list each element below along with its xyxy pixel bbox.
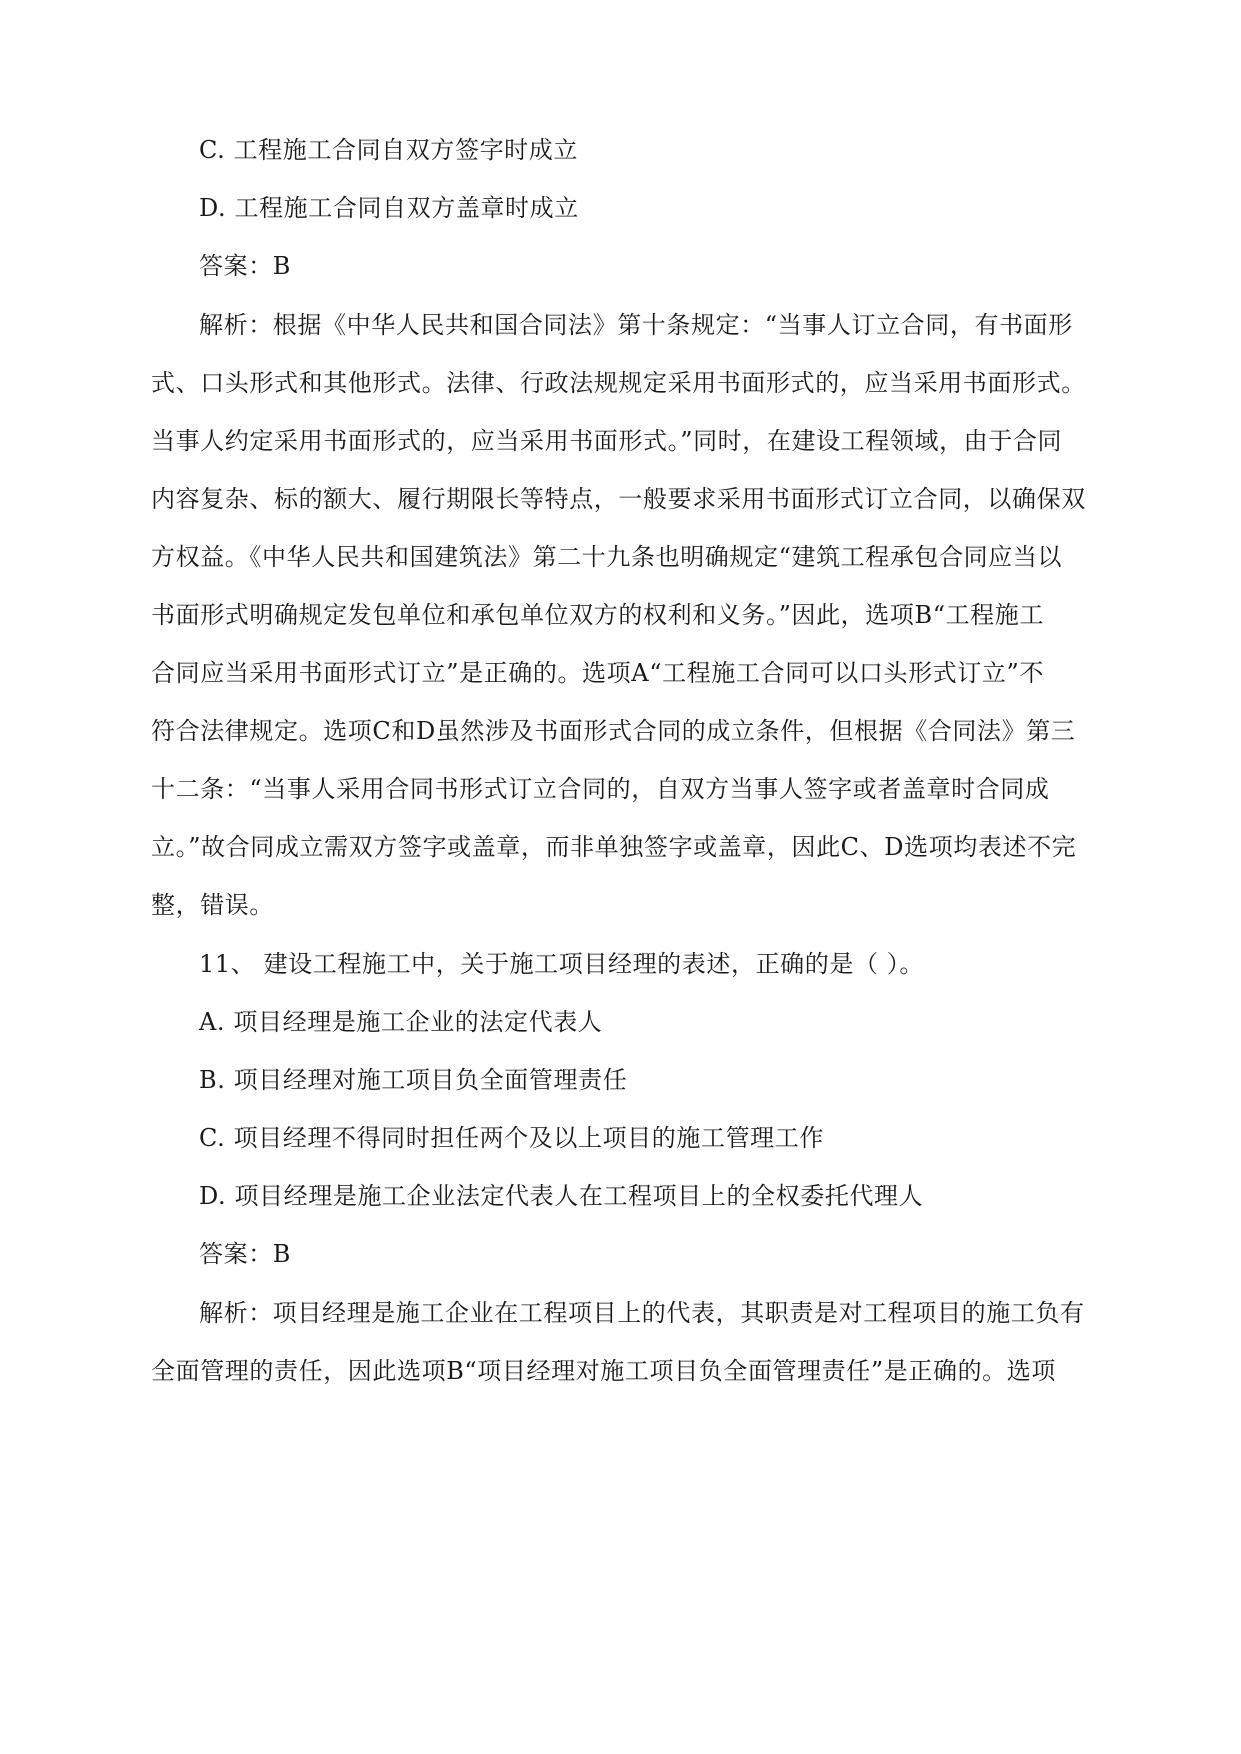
q10-analysis-line: 合同应当采用书面形式订立”是正确的。选项A“工程施工合同可以口头形式订立”不	[151, 659, 1044, 687]
q10-analysis-line: 整，错误。	[151, 891, 274, 919]
q10-analysis-line: 内容复杂、标的额大、履行期限长等特点，一般要求采用书面形式订立合同，以确保双	[151, 485, 1086, 513]
q10-analysis-line: 符合法律规定。选项C和D虽然涉及书面形式合同的成立条件，但根据《合同法》第三	[151, 717, 1076, 745]
q10-analysis-line: 当事人约定采用书面形式的，应当采用书面形式。”同时，在建设工程领域，由于合同	[151, 427, 1063, 455]
q10-answer: 答案：B	[199, 252, 292, 280]
q10-analysis-line: 十二条：“当事人采用合同书形式订立合同的，自双方当事人签字或者盖章时合同成	[151, 775, 1050, 803]
q11-option-c: C. 项目经理不得同时担任两个及以上项目的施工管理工作	[199, 1124, 824, 1152]
q11-analysis-line: 全面管理的责任，因此选项B“项目经理对施工项目负全面管理责任”是正确的。选项	[151, 1357, 1056, 1385]
q11-option-d: D. 项目经理是施工企业法定代表人在工程项目上的全权委托代理人	[199, 1182, 924, 1210]
q11-answer: 答案：B	[199, 1240, 292, 1268]
q10-analysis-line: 方权益。《中华人民共和国建筑法》第二十九条也明确规定“建筑工程承包合同应当以	[151, 543, 1063, 571]
q10-analysis-line: 立。”故合同成立需双方签字或盖章，而非单独签字或盖章，因此C、D选项均表述不完	[151, 833, 1077, 861]
q10-analysis-line: 解析：根据《中华人民共和国合同法》第十条规定：“当事人订立合同，有书面形	[199, 311, 1073, 339]
q11-option-b: B. 项目经理对施工项目负全面管理责任	[199, 1066, 628, 1094]
q10-analysis-line: 书面形式明确规定发包单位和承包单位双方的权利和义务。”因此，选项B“工程施工	[151, 601, 1044, 629]
q11-analysis-line: 解析：项目经理是施工企业在工程项目上的代表，其职责是对工程项目的施工负有	[199, 1299, 1085, 1327]
q10-option-c: C. 工程施工合同自双方签字时成立	[199, 136, 578, 164]
q10-analysis-line: 式、口头形式和其他形式。法律、行政法规规定采用书面形式的，应当采用书面形式。	[151, 369, 1086, 397]
q10-option-d: D. 工程施工合同自双方盖章时成立	[199, 194, 579, 222]
q11-option-a: A. 项目经理是施工企业的法定代表人	[199, 1008, 603, 1036]
q11-question: 11、 建设工程施工中，关于施工项目经理的表述，正确的是（ ）。	[199, 950, 924, 978]
